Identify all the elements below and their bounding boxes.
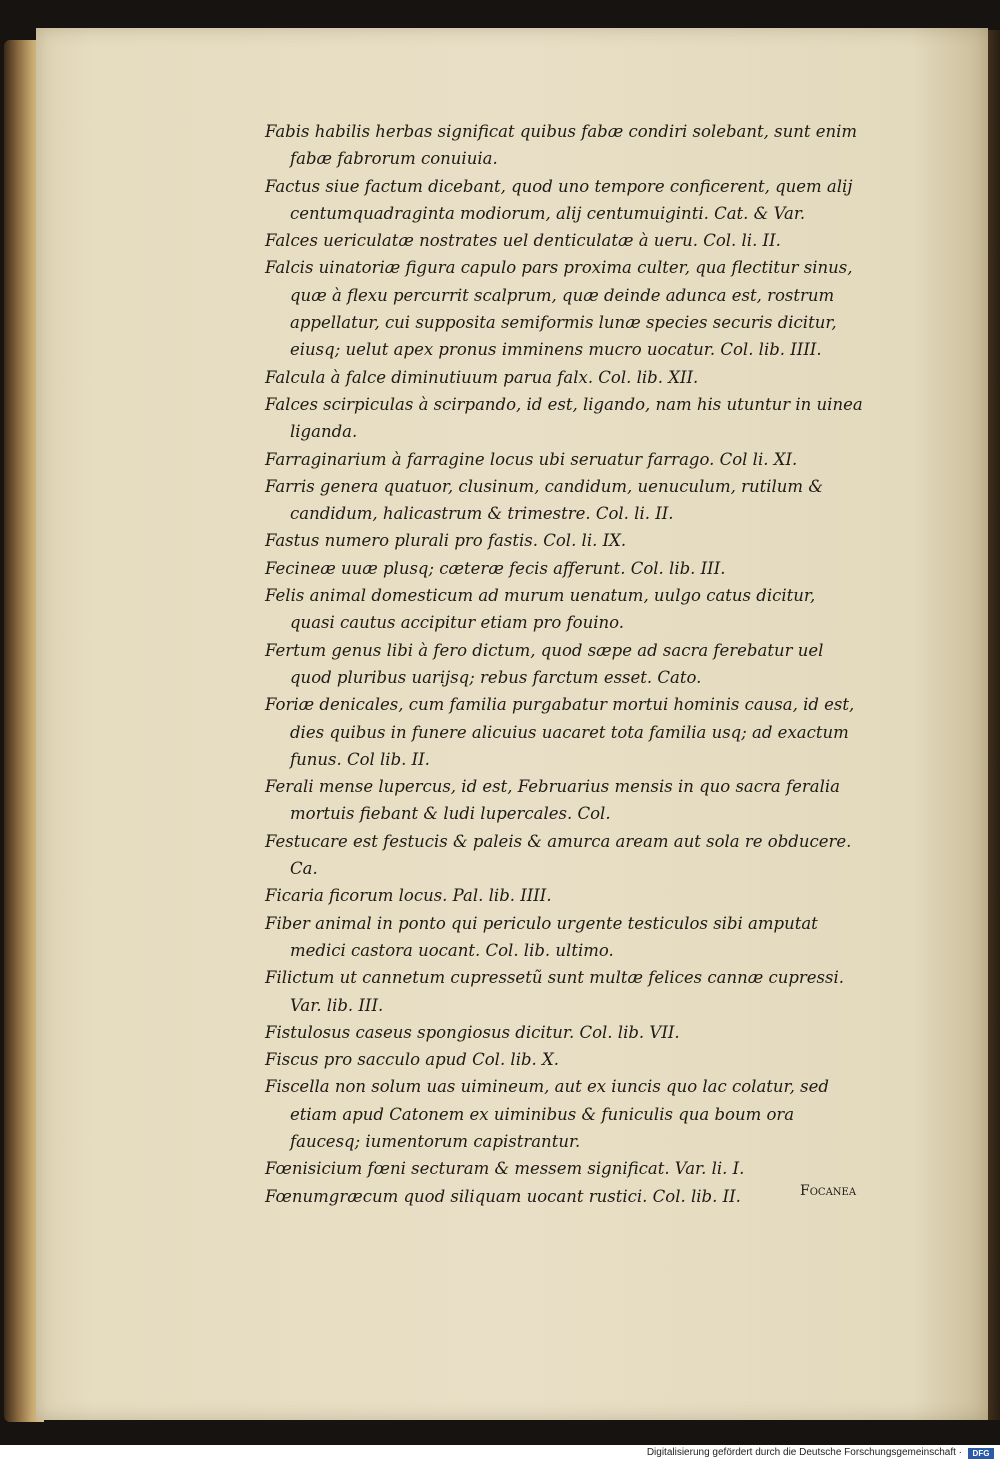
catchword: Focanea [800,1183,857,1199]
glossary-entry: Filictum ut cannetum cupressetũ sunt multæ felices cannæ cupressi. Var. lib. III. [265,968,844,1015]
glossary-entry: Ferali mense lupercus, id est, Februarius mensis in quo sacra feralia mortuis fiebant & ludi lupercales. Col. [265,777,840,824]
glossary-entry: Fertum genus libi à fero dictum, quod sæpe ad sacra ferebatur uel quod pluribus uarijsq; rebus farctum esset. Cato. [265,640,824,687]
glossary-entry: Ficaria ficorum locus. Pal. lib. IIII. [265,886,552,906]
footer-credit: Digitalisierung gefördert durch die Deutsche Forschungsgemeinschaft · [646,1447,962,1458]
glossary-entry: Fiscus pro sacculo apud Col. lib. X. [265,1050,560,1070]
glossary-entry: Fecineæ uuæ plusq; cæteræ fecis afferunt. Col. lib. III. [265,558,726,578]
glossary-entry: Farris genera quatuor, clusinum, candidum, uenuculum, rutilum & candidum, halicastrum & trimestre. Col. li. II. [265,476,824,524]
glossary-entry: Foriæ denicales, cum familia purgabatur mortui hominis causa, id est, dies quibus in funere alicuius uacaret tota familia usq; ad exactum funus. Col lib. II. [265,695,855,769]
glossary-entry: Festucare est festucis & paleis & amurca aream aut sola re obducere. Ca. [265,831,852,879]
glossary-entry: Falces scirpiculas à scirpando, id est, ligando, nam his utuntur in uinea liganda. [265,394,863,442]
glossary-entry: Fastus numero plurali pro fastis. Col. li. IX. [265,531,627,551]
glossary-entry: Fœnisicium fœni secturam & messem significat. Var. li. I. [265,1159,745,1179]
glossary-entry: Factus siue factum dicebant, quod uno tempore conficerent, quem alij centumquadraginta modiorum, alij centumuiginti. Cat. & Var. [265,176,853,223]
glossary-entry: Fiber animal in ponto qui periculo urgente testiculos sibi amputat medici castora uocant. Col. lib. ultimo. [265,913,818,960]
glossary-text-column [265,118,865,1210]
glossary-entry: Felis animal domesticum ad murum uenatum, uulgo catus dicitur, quasi cautus accipitur etiam pro fouino. [265,586,816,633]
glossary-entry: Fiscella non solum uas uimineum, aut ex iuncis quo lac colatur, sed etiam apud Catonem ex uiminibus & funiculis qua boum ora faucesq; iumentorum capistrantur. [265,1077,829,1151]
glossary-entry: Fabis habilis herbas significat quibus fabæ condiri solebant, sunt enim fabæ fabrorum conuiuia. [265,122,858,169]
dfg-logo-icon: DFG [968,1448,994,1459]
glossary-entry: Fœnumgræcum quod siliquam uocant rustici. Col. lib. II. [265,1186,741,1206]
glossary-entry: Falcis uinatoriæ figura capulo pars proxima culter, qua flectitur sinus, quæ à flexu percurrit scalprum, quæ deinde adunca est, rostrum appellatur, cui supposita semiformis lunæ species securis dicitur, eiusq; uelut apex pronus imminens mucro uocatur. Col. lib. IIII. [265,258,853,360]
glossary-entry: Falcula à falce diminutiuum parua falx. Col. lib. XII. [265,367,699,387]
glossary-entry: Fistulosus caseus spongiosus dicitur. Col. lib. VII. [265,1022,680,1042]
glossary-entry: Falces uericulatæ nostrates uel denticulatæ à ueru. Col. li. II. [265,231,781,251]
glossary-entry: Farraginarium à farragine locus ubi seruatur farrago. Col li. XI. [265,449,798,469]
